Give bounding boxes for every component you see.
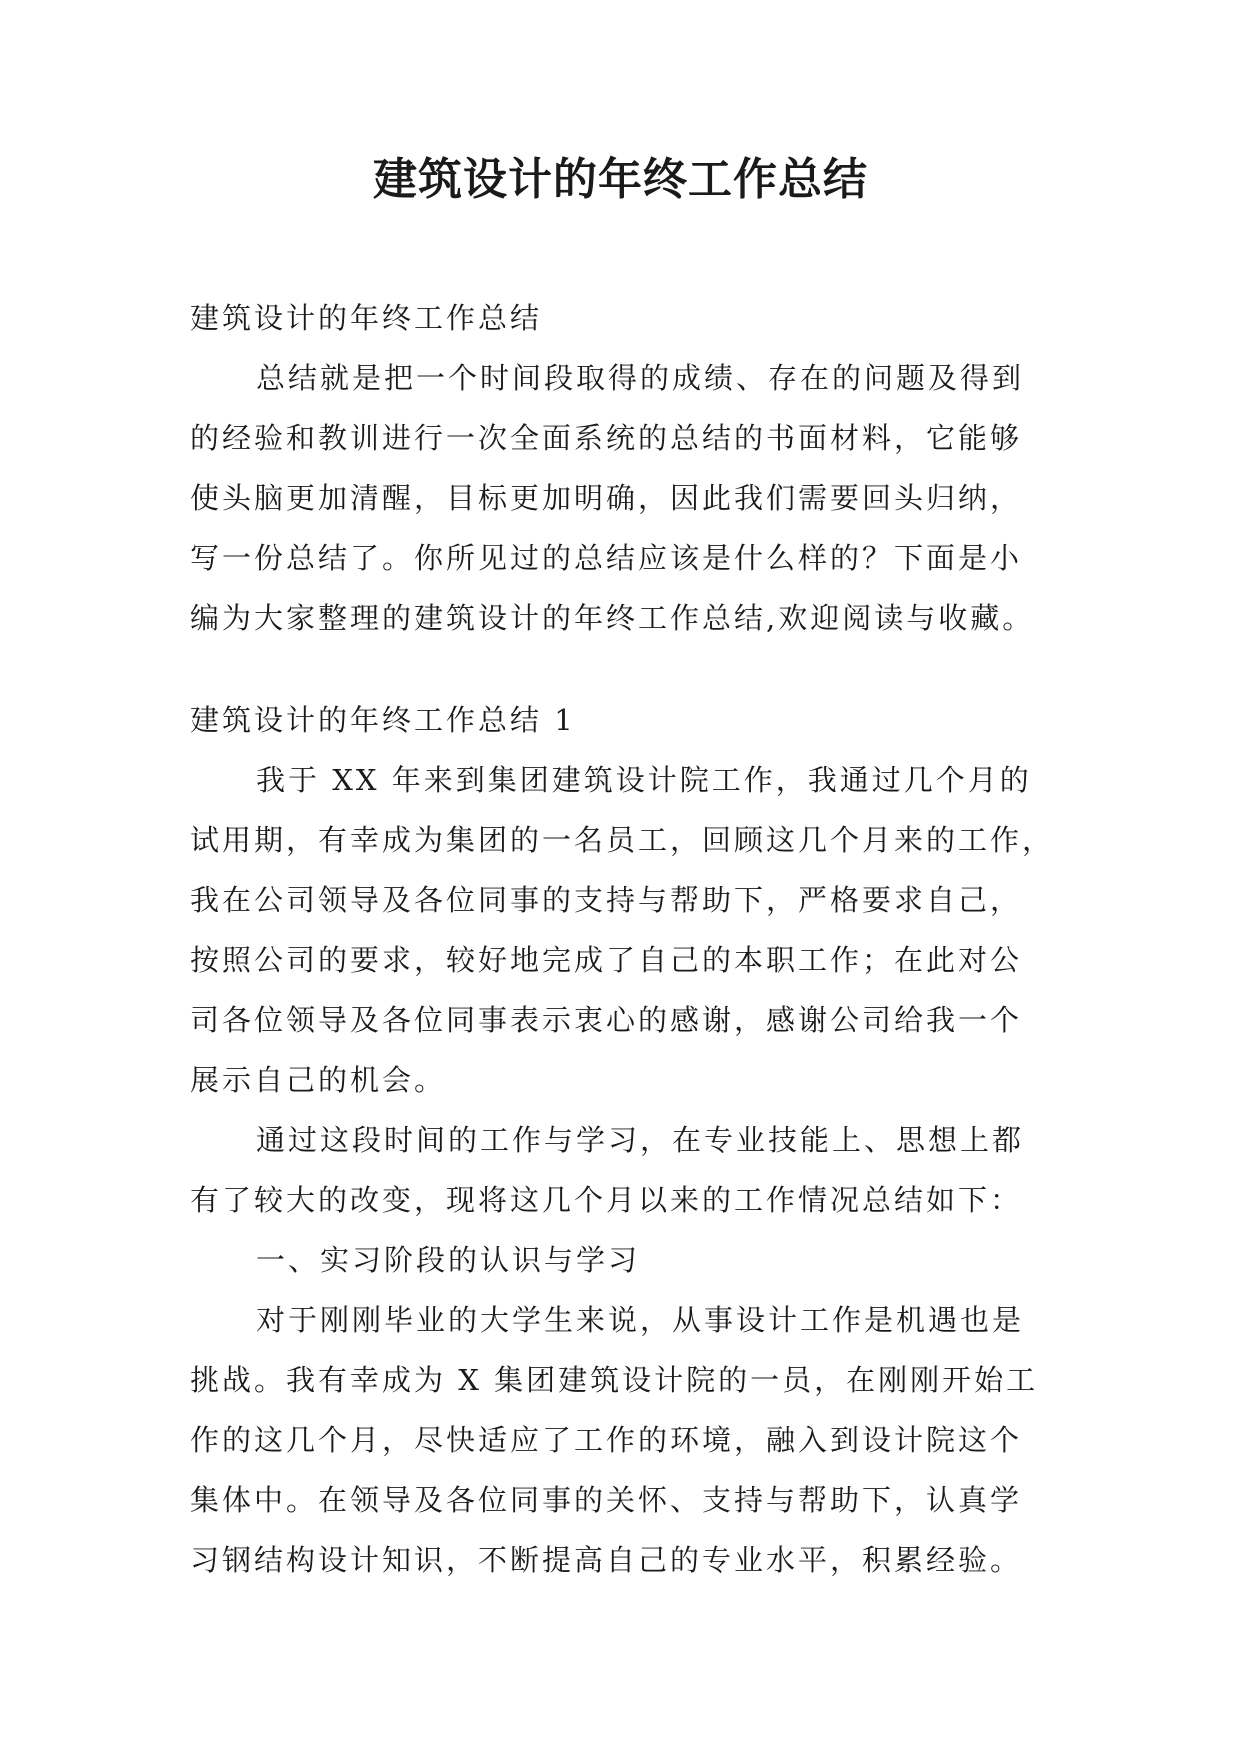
paragraph-line: 按照公司的要求，较好地完成了自己的本职工作；在此对公 [190,943,1023,977]
paragraph-line: 有了较大的改变，现将这几个月以来的工作情况总结如下： [190,1183,1023,1217]
paragraph-line: 通过这段时间的工作与学习，在专业技能上、思想上都 [256,1123,1025,1157]
paragraph-line: 使头脑更加清醒，目标更加明确，因此我们需要回头归纳， [190,481,1023,515]
intro-paragraph [190,348,1070,648]
paragraph-line: 对于刚刚毕业的大学生来说，从事设计工作是机遇也是 [256,1303,1025,1337]
paragraph-line: 我于 XX 年来到集团建筑设计院工作，我通过几个月的 [256,763,1032,797]
paragraph-line: 展示自己的机会。 [190,1063,447,1097]
paragraph-3 [190,1290,1070,1590]
section-heading: 建筑设计的年终工作总结 1 [190,703,576,737]
paragraph-line: 习钢结构设计知识，不断提高自己的专业水平，积累经验。 [190,1543,1023,1577]
section-1 [190,690,1070,1590]
intro-section [190,288,1070,648]
intro-heading: 建筑设计的年终工作总结 [190,301,543,335]
paragraph-line: 编为大家整理的建筑设计的年终工作总结,欢迎阅读与收藏。 [190,601,1035,635]
paragraph-line: 挑战。我有幸成为 X 集团建筑设计院的一员，在刚刚开始工 [190,1363,1039,1397]
paragraph-line: 试用期，有幸成为集团的一名员工，回顾这几个月来的工作， [190,823,1055,857]
document-title: 建筑设计的年终工作总结 [373,154,868,205]
paragraph-2 [190,1110,1070,1230]
paragraph-1 [190,750,1070,1110]
paragraph-line: 写一份总结了。你所见过的总结应该是什么样的？下面是小 [190,541,1023,575]
paragraph-line: 集体中。在领导及各位同事的关怀、支持与帮助下，认真学 [190,1483,1023,1517]
subheading: 一、实习阶段的认识与学习 [256,1243,641,1277]
paragraph-line: 的经验和教训进行一次全面系统的总结的书面材料，它能够 [190,421,1023,455]
paragraph-line: 作的这几个月，尽快适应了工作的环境，融入到设计院这个 [190,1423,1023,1457]
paragraph-line: 司各位领导及各位同事表示衷心的感谢，感谢公司给我一个 [190,1003,1023,1037]
paragraph-line: 我在公司领导及各位同事的支持与帮助下，严格要求自己， [190,883,1023,917]
paragraph-line: 总结就是把一个时间段取得的成绩、存在的问题及得到 [256,361,1025,395]
